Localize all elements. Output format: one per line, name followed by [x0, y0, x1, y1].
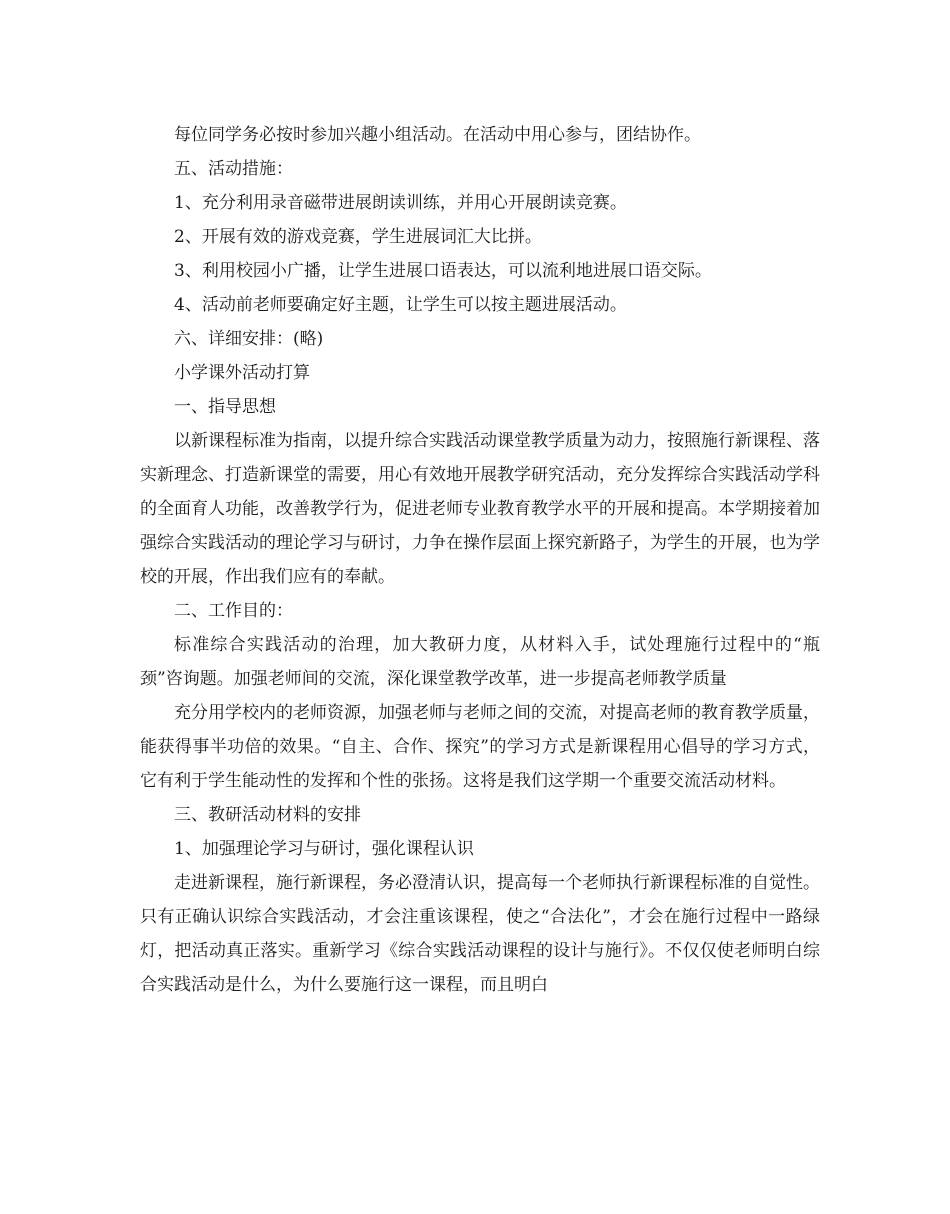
paragraph: 标准综合实践活动的治理，加大教研力度，从材料入手，试处理施行过程中的“瓶颈”咨询题。加强老师间的交流，深化课堂教学改革，进一步提高老师教学质量 — [140, 635, 820, 689]
document-title: 小学课外活动打算 — [174, 363, 310, 383]
paragraph: 每位同学务必按时参加兴趣小组活动。在活动中用心参与，团结协作。 — [174, 125, 701, 145]
list-item: 1、充分利用录音磁带进展朗读训练，并用心开展朗读竞赛。 — [174, 193, 627, 213]
section-heading: 二、工作目的： — [174, 601, 293, 621]
list-item: 1、加强理论学习与研讨，强化课程认识 — [174, 839, 474, 859]
paragraph: 充分用学校内的老师资源，加强老师与老师之间的交流，对提高老师的教育教学质量，能获得事半功倍的效果。“自主、合作、探究”的学习方式是新课程用心倡导的学习方式，它有利于学生能动性的发挥和个性的张扬。这将是我们这学期一个重要交流活动材料。 — [140, 703, 820, 791]
section-heading: 六、详细安排：(略) — [174, 329, 324, 349]
list-item: 3、利用校园小广播，让学生进展口语表达，可以流利地进展口语交际。 — [174, 261, 712, 281]
list-item: 4、活动前老师要确定好主题，让学生可以按主题进展活动。 — [174, 295, 627, 315]
list-item: 2、开展有效的游戏竞赛，学生进展词汇大比拼。 — [174, 227, 542, 247]
section-heading: 三、教研活动材料的安排 — [174, 805, 361, 825]
document-body — [140, 118, 820, 1002]
paragraph: 走进新课程，施行新课程，务必澄清认识，提高每一个老师执行新课程标准的自觉性。只有正确认识综合实践活动，才会注重该课程，使之“合法化”，才会在施行过程中一路绿灯，把活动真正落实。重新学习《综合实践活动课程的设计与施行》。不仅仅使老师明白综合实践活动是什么，为什么要施行这一课程，而且明白 — [140, 873, 820, 995]
paragraph: 以新课程标准为指南，以提升综合实践活动课堂教学质量为动力，按照施行新课程、落实新理念、打造新课堂的需要，用心有效地开展教学研究活动，充分发挥综合实践活动学科的全面育人功能，改善教学行为，促进老师专业教育教学水平的开展和提高。本学期接着加强综合实践活动的理论学习与研讨，力争在操作层面上探究新路子，为学生的开展，也为学校的开展，作出我们应有的奉献。 — [140, 431, 820, 587]
section-heading: 一、指导思想 — [174, 397, 276, 417]
section-heading: 五、活动措施： — [174, 159, 293, 179]
